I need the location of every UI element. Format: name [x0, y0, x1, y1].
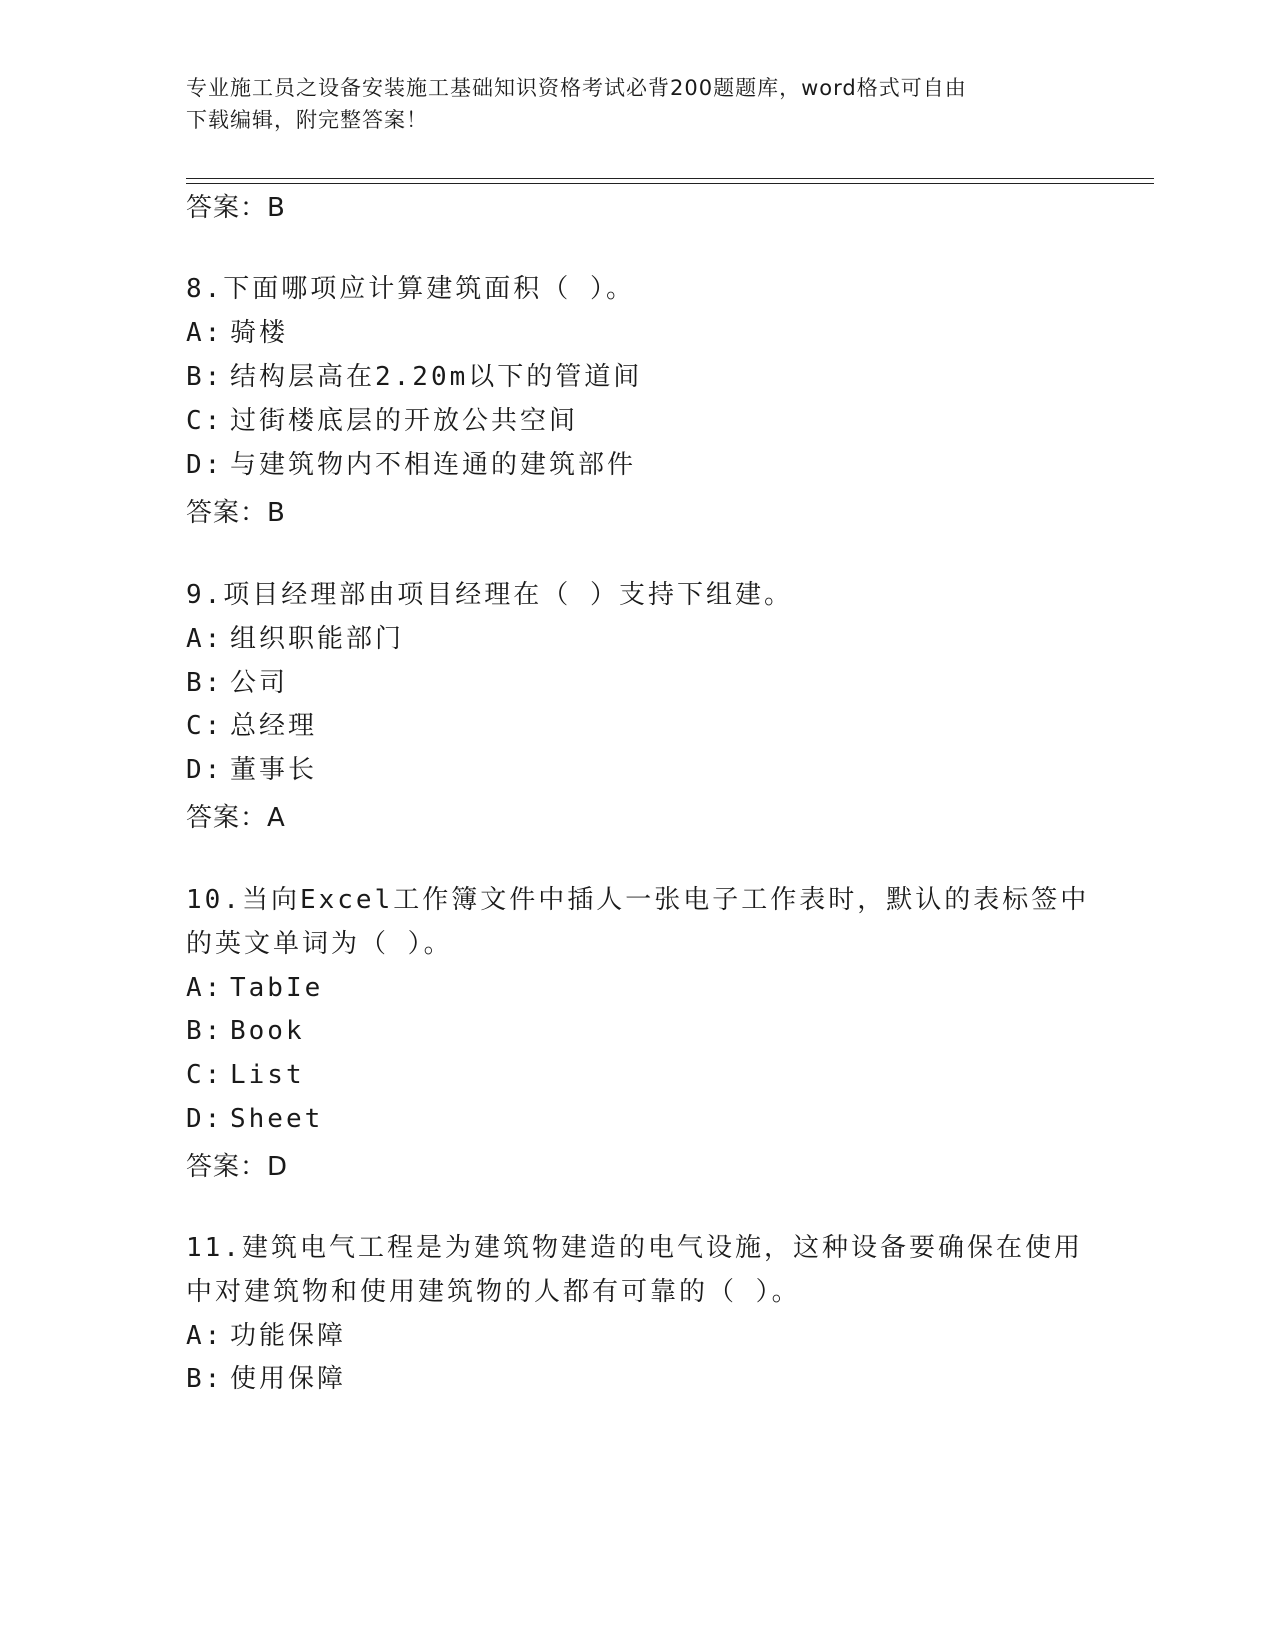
option-text: List	[230, 1060, 305, 1090]
question-10-option-c	[186, 1058, 305, 1092]
option-text: 公司	[230, 668, 289, 698]
option-key: C:	[186, 1060, 224, 1090]
question-8-option-a	[186, 316, 288, 350]
previous-answer: 答案：B	[186, 193, 286, 223]
option-text: 组织职能部门	[230, 624, 405, 654]
question-9-stem: 9.项目经理部由项目经理在（ ）支持下组建。	[186, 580, 793, 610]
option-key: D:	[186, 1104, 224, 1134]
header-line-2: 下载编辑，附完整答案！	[186, 108, 428, 132]
option-key: A:	[186, 318, 224, 348]
question-10-answer: 答案：D	[186, 1152, 289, 1182]
option-key: B:	[186, 362, 224, 392]
option-key: B:	[186, 1364, 224, 1394]
option-text: 董事长	[230, 755, 318, 785]
question-8-option-b	[186, 360, 642, 394]
option-text: Book	[230, 1016, 305, 1046]
option-text: 与建筑物内不相连通的建筑部件	[230, 450, 637, 480]
option-text: 骑楼	[230, 318, 289, 348]
option-text: 结构层高在2.20m以下的管道间	[230, 362, 643, 392]
option-key: A:	[186, 973, 224, 1003]
option-key: B:	[186, 668, 224, 698]
question-8-option-d	[186, 448, 636, 482]
question-10-stem-line-2: 的英文单词为（ ）。	[186, 929, 453, 959]
header-divider-top	[186, 178, 1154, 179]
question-10-option-b	[186, 1014, 305, 1048]
question-9-option-d	[186, 753, 317, 787]
option-key: D:	[186, 755, 224, 785]
option-text: 过街楼底层的开放公共空间	[230, 406, 579, 436]
option-text: 功能保障	[230, 1321, 347, 1351]
option-text: TabIe	[230, 973, 324, 1003]
question-9-option-a	[186, 622, 404, 656]
option-key: A:	[186, 624, 224, 654]
option-text: 总经理	[230, 711, 318, 741]
question-11-option-b	[186, 1362, 346, 1396]
option-key: C:	[186, 406, 224, 436]
question-9-option-c	[186, 709, 317, 743]
option-key: B:	[186, 1016, 224, 1046]
question-8-option-c	[186, 404, 578, 438]
question-11-option-a	[186, 1319, 346, 1353]
question-11-stem-line-1: 11.建筑电气工程是为建筑物建造的电气设施，这种设备要确保在使用	[186, 1233, 1083, 1263]
question-10-option-d	[186, 1102, 323, 1136]
header-line-1: 专业施工员之设备安装施工基础知识资格考试必背200题题库，word格式可自由	[186, 76, 967, 100]
question-8-stem: 8.下面哪项应计算建筑面积（ ）。	[186, 274, 635, 304]
question-10-option-a	[186, 971, 323, 1005]
question-9-option-b	[186, 666, 288, 700]
option-key: A:	[186, 1321, 224, 1351]
option-key: C:	[186, 711, 224, 741]
question-11-stem-line-2: 中对建筑物和使用建筑物的人都有可靠的（ ）。	[186, 1277, 801, 1307]
question-8-answer: 答案：B	[186, 498, 286, 528]
option-text: 使用保障	[230, 1364, 347, 1394]
question-9-answer: 答案：A	[186, 803, 286, 833]
document-header	[186, 72, 1066, 136]
option-text: Sheet	[230, 1104, 324, 1134]
option-key: D:	[186, 450, 224, 480]
header-divider-bottom	[186, 183, 1154, 184]
question-10-stem-line-1: 10.当向Excel工作簿文件中插人一张电子工作表时，默认的表标签中	[186, 885, 1090, 915]
